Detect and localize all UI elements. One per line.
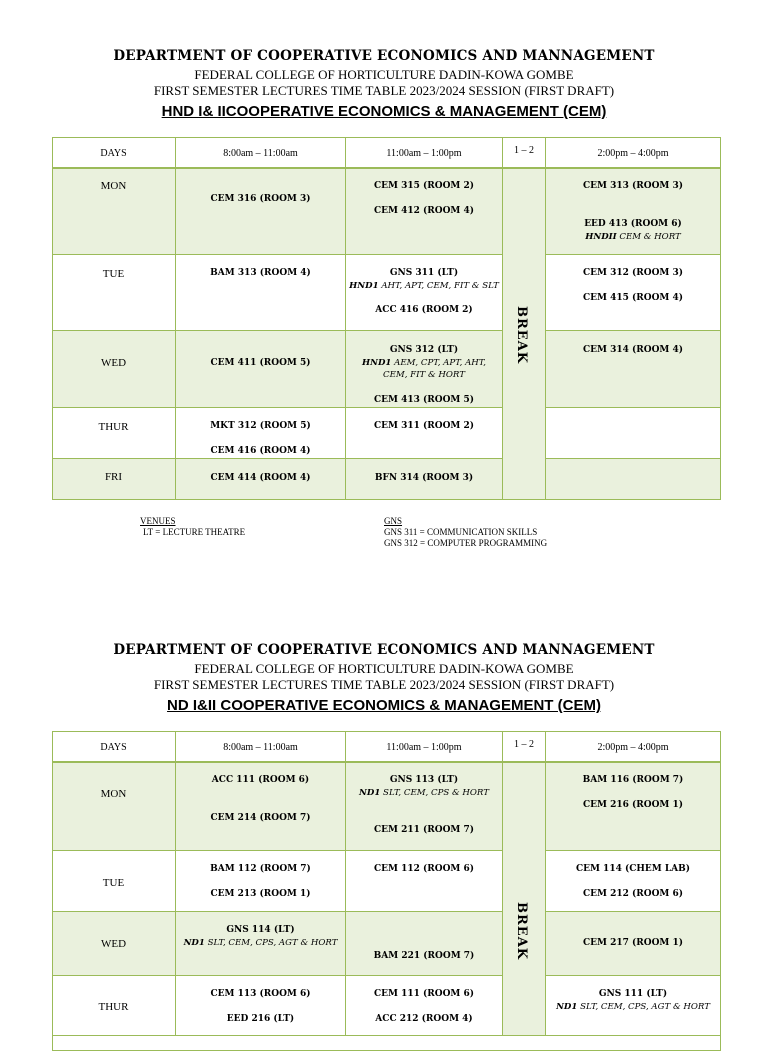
hnd-tue-slot1: BAM 313 (ROOM 4) — [176, 255, 346, 331]
hnd-table-border — [52, 137, 721, 500]
nd-wed-slot1: GNS 114 (LT) ND1 SLT, CEM, CPS, AGT & HORT — [176, 912, 346, 976]
nd-tue-slot2: CEM 112 (ROOM 6) — [346, 851, 503, 912]
nd-tue-slot1: BAM 112 (ROOM 7) CEM 213 (ROOM 1) — [176, 851, 346, 912]
nd-header-slot3: 2:00pm – 4:00pm — [546, 731, 721, 762]
hnd-thur-slot1: MKT 312 (ROOM 5) CEM 416 (ROOM 4) — [176, 408, 346, 459]
hnd-row-fri-day: FRI — [52, 459, 176, 500]
hnd-header-slot3: 2:00pm – 4:00pm — [546, 137, 721, 168]
hnd-row-tue-day: TUE — [52, 255, 176, 331]
hnd-department-heading: DEPARTMENT OF COOPERATIVE ECONOMICS AND MANNAGEMENT — [113, 48, 655, 64]
nd-row-wed-day: WED — [52, 912, 176, 976]
hnd-session-line: FIRST SEMESTER LECTURES TIME TABLE 2023/2024 SESSION (FIRST DRAFT) — [153, 83, 615, 98]
nd-timetable-title: ND I&II COOPERATIVE ECONOMICS & MANAGEMENT (CEM) — [167, 697, 601, 714]
nd-header-days: DAYS — [52, 731, 176, 762]
nd-table-border — [52, 731, 721, 1051]
nd-timetable — [52, 731, 721, 1031]
hnd-row-mon-day: MON — [52, 168, 176, 255]
hnd-header-slot2: 11:00am – 1:00pm — [346, 137, 503, 168]
hnd-mon-slot1: CEM 316 (ROOM 3) — [176, 168, 346, 255]
gns-item-312: GNS 312 = COMPUTER PROGRAMMING — [384, 538, 548, 548]
nd-header-slot2: 11:00am – 1:00pm — [346, 731, 503, 762]
nd-college-name: FEDERAL COLLEGE OF HORTICULTURE DADIN-KOWA GOMBE — [194, 661, 574, 676]
hnd-college-name: FEDERAL COLLEGE OF HORTICULTURE DADIN-KOWA GOMBE — [194, 67, 574, 82]
hnd-gns-legend — [384, 516, 547, 549]
nd-row-thur-day: THUR — [52, 976, 176, 1036]
hnd-wed-slot1: CEM 411 (ROOM 5) — [176, 331, 346, 408]
nd-wed-slot3: CEM 217 (ROOM 1) — [546, 912, 721, 976]
nd-session-line: FIRST SEMESTER LECTURES TIME TABLE 2023/2024 SESSION (FIRST DRAFT) — [153, 677, 615, 692]
nd-department-heading: DEPARTMENT OF COOPERATIVE ECONOMICS AND MANNAGEMENT — [113, 642, 655, 658]
nd-thur-slot3: GNS 111 (LT) ND1 SLT, CEM, CPS, AGT & HORT — [546, 976, 721, 1036]
hnd-timetable — [52, 137, 721, 500]
hnd-break-label: BREAK — [514, 306, 529, 365]
gns-item-311: GNS 311 = COMMUNICATION SKILLS — [384, 527, 538, 537]
nd-mon-slot3: BAM 116 (ROOM 7) CEM 216 (ROOM 1) — [546, 762, 721, 851]
hnd-wed-slot2: GNS 312 (LT) HND1 AEM, CPT, APT, AHT, CEM, FIT & HORT CEM 413 (ROOM 5) — [346, 331, 503, 408]
hnd-fri-slot1: CEM 414 (ROOM 4) — [176, 459, 346, 500]
hnd-fri-slot2: BFN 314 (ROOM 3) — [346, 459, 503, 500]
hnd-wed-slot3: CEM 314 (ROOM 4) — [546, 331, 721, 408]
nd-tue-slot3: CEM 114 (CHEM LAB) CEM 212 (ROOM 6) — [546, 851, 721, 912]
nd-row-mon-day: MON — [52, 762, 176, 851]
hnd-header-days: DAYS — [52, 137, 176, 168]
venues-title: VENUES — [140, 516, 176, 526]
hnd-mon-slot2: CEM 315 (ROOM 2) CEM 412 (ROOM 4) — [346, 168, 503, 255]
nd-header-break: 1 – 2 — [503, 731, 546, 762]
nd-mon-slot2: GNS 113 (LT) ND1 SLT, CEM, CPS & HORT CEM 211 (ROOM 7) — [346, 762, 503, 851]
hnd-venues-legend — [140, 516, 245, 538]
hnd-mon-slot3: CEM 313 (ROOM 3) EED 413 (ROOM 6) HNDII CEM & HORT — [546, 168, 721, 255]
hnd-tue-slot3: CEM 312 (ROOM 3) CEM 415 (ROOM 4) — [546, 255, 721, 331]
hnd-row-thur-day: THUR — [52, 408, 176, 459]
gns-title: GNS — [384, 516, 403, 526]
nd-break-label: BREAK — [514, 902, 529, 961]
hnd-tue-slot2: GNS 311 (LT) HND1 AHT, APT, CEM, FIT & SLT ACC 416 (ROOM 2) — [346, 255, 503, 331]
nd-header-slot1: 8:00am – 11:00am — [176, 731, 346, 762]
hnd-row-wed-day: WED — [52, 331, 176, 408]
nd-mon-slot1: ACC 111 (ROOM 6) CEM 214 (ROOM 7) — [176, 762, 346, 851]
venues-item: LT = LECTURE THEATRE — [143, 527, 246, 537]
nd-row-tue-day: TUE — [52, 851, 176, 912]
nd-thur-slot1: CEM 113 (ROOM 6) EED 216 (LT) — [176, 976, 346, 1036]
nd-wed-slot2: BAM 221 (ROOM 7) — [346, 912, 503, 976]
hnd-header-break: 1 – 2 — [503, 137, 546, 168]
nd-thur-slot2: CEM 111 (ROOM 6) ACC 212 (ROOM 4) — [346, 976, 503, 1036]
hnd-thur-slot2: CEM 311 (ROOM 2) — [346, 408, 503, 459]
hnd-header-slot1: 8:00am – 11:00am — [176, 137, 346, 168]
hnd-timetable-title: HND I& IICOOPERATIVE ECONOMICS & MANAGEMENT (CEM) — [161, 103, 607, 120]
